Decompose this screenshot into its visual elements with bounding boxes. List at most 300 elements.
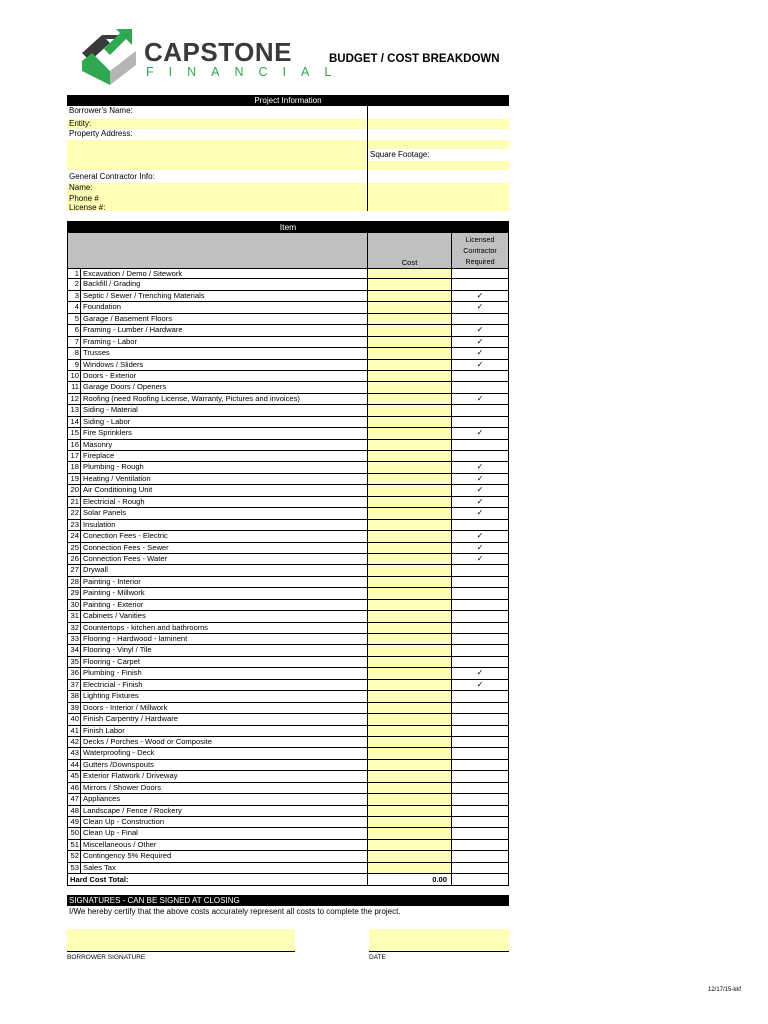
licensed-cell [451, 440, 509, 450]
licensed-cell [451, 451, 509, 461]
licensed-cell [451, 417, 509, 427]
gc-name-row [67, 183, 509, 193]
item-number: 30 [67, 600, 81, 610]
item-number: 53 [67, 863, 81, 873]
item-number: 21 [67, 497, 81, 507]
item-description: Clean Up - Construction [83, 817, 165, 826]
item-description: Painting - Exterior [83, 599, 144, 609]
licensed-cell [451, 520, 509, 530]
table-row [67, 440, 509, 451]
item-number: 4 [67, 302, 81, 312]
item-description: Electricial - Rough [83, 496, 145, 506]
licensed-cell [451, 851, 509, 861]
item-description: Heating / Ventilation [83, 473, 151, 483]
licensed-cell [451, 405, 509, 415]
date-field[interactable] [369, 929, 509, 952]
item-cost-field[interactable] [367, 806, 451, 816]
item-cost-field[interactable] [367, 726, 451, 736]
item-cost-field[interactable] [367, 462, 451, 472]
item-cost-field[interactable] [367, 520, 451, 530]
licensed-cell [451, 382, 509, 392]
item-cost-field[interactable] [367, 783, 451, 793]
item-cost-field[interactable] [367, 474, 451, 484]
table-row [67, 760, 509, 771]
item-number: 18 [67, 462, 81, 472]
borrower-name-label: Borrower's Name: [69, 106, 133, 115]
licensed-cell [451, 863, 509, 873]
item-cost-field[interactable] [367, 360, 451, 370]
item-cost-field[interactable] [367, 348, 451, 358]
licensed-cell [451, 726, 509, 736]
item-number: 8 [67, 348, 81, 358]
check-icon: ✓ [451, 508, 509, 518]
table-row [67, 714, 509, 725]
borrower-signature-label: BORROWER SIGNATURE [67, 954, 146, 961]
licensed-header-line-1: Licensed [465, 235, 495, 244]
item-cost-field[interactable] [367, 634, 451, 644]
table-row [67, 577, 509, 588]
item-cost-field[interactable] [367, 771, 451, 781]
item-cost-field[interactable] [367, 302, 451, 312]
table-row [67, 737, 509, 748]
item-number: 31 [67, 611, 81, 621]
item-heading: Item [67, 221, 509, 233]
table-row [67, 726, 509, 737]
property-address-field[interactable] [67, 140, 367, 170]
check-icon: ✓ [451, 428, 509, 438]
table-row [67, 405, 509, 416]
item-number: 42 [67, 737, 81, 747]
gc-info-row [67, 170, 509, 183]
square-footage-cell [367, 140, 509, 170]
item-cost-table [67, 221, 509, 886]
item-description: Flooring - Carpet [83, 656, 140, 666]
table-row [67, 657, 509, 668]
table-row [67, 417, 509, 428]
item-cost-field[interactable] [367, 748, 451, 758]
licensed-cell [451, 691, 509, 701]
item-cost-field[interactable] [367, 543, 451, 553]
item-cost-field[interactable] [367, 794, 451, 804]
item-number: 10 [67, 371, 81, 381]
item-description: Trusses [83, 348, 110, 358]
table-row [67, 680, 509, 691]
table-row [67, 634, 509, 645]
table-row [67, 851, 509, 862]
licensed-header-line-2: Contractor [463, 246, 497, 255]
item-table-header [67, 233, 509, 268]
licensed-header-line-3: Required [465, 257, 495, 266]
item-cost-field[interactable] [367, 314, 451, 324]
item-description: Finish Labor [83, 725, 125, 735]
licensed-cell [451, 771, 509, 781]
table-row [67, 691, 509, 702]
footer-code: 12/17/15-kkf [708, 987, 742, 993]
table-row [67, 337, 509, 348]
item-number: 6 [67, 325, 81, 335]
gc-name-extra-field[interactable] [367, 183, 509, 193]
item-cost-field[interactable] [367, 405, 451, 415]
table-row [67, 783, 509, 794]
item-description: Electricial - Finish [83, 679, 143, 689]
project-information-section [67, 95, 509, 211]
table-row [67, 394, 509, 405]
item-cost-field[interactable] [367, 611, 451, 621]
item-cost-field[interactable] [367, 657, 451, 667]
check-icon: ✓ [451, 485, 509, 495]
gc-phone-license-field[interactable] [67, 193, 367, 211]
licensed-cell [451, 588, 509, 598]
item-description: Connection Fees - Water [83, 553, 168, 563]
licensed-contractor-header [451, 233, 509, 268]
item-cost-field[interactable] [367, 485, 451, 495]
item-cost-field[interactable] [367, 577, 451, 587]
gc-phone-label: Phone # [69, 194, 99, 203]
item-number: 2 [67, 279, 81, 289]
item-description: Solar Panels [83, 508, 127, 518]
table-row [67, 382, 509, 393]
hard-cost-total-label: Hard Cost Total: [67, 874, 367, 885]
item-number: 7 [67, 337, 81, 347]
licensed-cell [451, 840, 509, 850]
item-cost-field[interactable] [367, 417, 451, 427]
item-cost-field[interactable] [367, 451, 451, 461]
check-icon: ✓ [451, 337, 509, 347]
borrower-name-row [67, 106, 509, 119]
item-number: 52 [67, 851, 81, 861]
check-icon: ✓ [451, 543, 509, 553]
item-description: Landscape / Fence / Rockery [83, 805, 182, 815]
item-cost-field[interactable] [367, 269, 451, 278]
item-number: 51 [67, 840, 81, 850]
item-description: Siding - Labor [83, 416, 131, 426]
date-label: DATE [369, 954, 386, 961]
item-cost-field[interactable] [367, 840, 451, 850]
licensed-cell [451, 577, 509, 587]
item-number: 37 [67, 680, 81, 690]
item-description: Plumbing - Finish [83, 668, 142, 678]
item-number: 28 [67, 577, 81, 587]
check-icon: ✓ [451, 554, 509, 564]
item-description: Plumbing - Rough [83, 462, 144, 472]
item-description: Painting - Interior [83, 576, 141, 586]
square-footage-field[interactable] [368, 161, 509, 170]
licensed-cell [451, 371, 509, 381]
capstone-logo-mark-icon [80, 27, 140, 87]
item-number: 32 [67, 623, 81, 633]
item-number: 25 [67, 543, 81, 553]
item-number: 3 [67, 291, 81, 301]
item-cost-field[interactable] [367, 851, 451, 861]
item-description: Contingency 5% Required [83, 851, 172, 861]
item-description: Flooring - Hardwood - laminent [83, 634, 188, 643]
licensed-cell [451, 611, 509, 621]
square-footage-label: Square Footage: [370, 150, 430, 159]
address-extra-field[interactable] [368, 140, 509, 149]
document-title: BUDGET / COST BREAKDOWN [329, 53, 500, 65]
table-row [67, 268, 509, 279]
item-number: 16 [67, 440, 81, 450]
licensed-cell [451, 565, 509, 575]
item-description: Doors - Interior / Millwork [83, 702, 168, 712]
item-number: 11 [67, 382, 81, 392]
item-description: Sales Tax [83, 862, 116, 872]
licensed-cell [451, 703, 509, 713]
table-row [67, 497, 509, 508]
item-cost-field[interactable] [367, 531, 451, 541]
item-description: Conection Fees - Electric [83, 531, 168, 541]
item-description: Appliances [83, 794, 121, 804]
table-row [67, 531, 509, 542]
licensed-cell [451, 269, 509, 278]
item-cost-field[interactable] [367, 714, 451, 724]
table-row [67, 806, 509, 817]
item-cost-field[interactable] [367, 428, 451, 438]
hard-cost-total-value: 0.00 [367, 874, 451, 885]
table-row [67, 485, 509, 496]
item-number: 40 [67, 714, 81, 724]
item-cost-field[interactable] [367, 668, 451, 678]
check-icon: ✓ [451, 531, 509, 541]
item-cost-field[interactable] [367, 828, 451, 838]
check-icon: ✓ [451, 348, 509, 358]
table-row [67, 520, 509, 531]
item-description: Excavation / Demo / Sitework [83, 269, 183, 278]
entity-extra-field[interactable] [367, 119, 509, 129]
hard-cost-total-row [67, 874, 509, 886]
item-number: 35 [67, 657, 81, 667]
item-header-cell [67, 233, 367, 268]
item-description: Cabinets / Vanities [83, 611, 146, 621]
licensed-cell [451, 623, 509, 633]
item-number: 23 [67, 520, 81, 530]
item-description: Drywall [83, 565, 108, 575]
item-description: Fireplace [83, 451, 115, 460]
table-row [67, 703, 509, 714]
item-rows [67, 268, 509, 874]
item-cost-field[interactable] [367, 371, 451, 381]
item-number: 43 [67, 748, 81, 758]
table-row [67, 668, 509, 679]
licensed-cell [451, 817, 509, 827]
project-information-heading: Project Information [67, 95, 509, 106]
table-row [67, 360, 509, 371]
borrower-signature-field[interactable] [67, 929, 295, 952]
property-address-row [67, 129, 509, 140]
item-cost-field[interactable] [367, 394, 451, 404]
item-cost-field[interactable] [367, 623, 451, 633]
item-description: Painting - Millwork [83, 588, 145, 598]
table-row [67, 771, 509, 782]
item-number: 36 [67, 668, 81, 678]
item-number: 44 [67, 760, 81, 770]
licensed-cell [451, 748, 509, 758]
item-cost-field[interactable] [367, 600, 451, 610]
item-description: Gutters /Downspouts [83, 759, 154, 769]
item-description: Garage / Basement Floors [83, 313, 173, 323]
item-description: Clean Up - Final [83, 828, 138, 838]
check-icon: ✓ [451, 680, 509, 690]
table-row [67, 565, 509, 576]
licensed-cell [451, 828, 509, 838]
borrower-name-field[interactable] [367, 106, 509, 119]
gc-info-label: General Contractor Info: [69, 172, 155, 181]
item-cost-field[interactable] [367, 680, 451, 690]
item-description: Exterior Flatwork / Driveway [83, 771, 178, 781]
table-row [67, 279, 509, 290]
item-description: Doors - Exterior [83, 370, 137, 380]
table-row [67, 291, 509, 302]
item-number: 24 [67, 531, 81, 541]
item-cost-field[interactable] [367, 554, 451, 564]
licensed-cell [451, 783, 509, 793]
item-number: 49 [67, 817, 81, 827]
item-number: 20 [67, 485, 81, 495]
table-row [67, 863, 509, 874]
item-cost-field[interactable] [367, 325, 451, 335]
licensed-cell [451, 314, 509, 324]
check-icon: ✓ [451, 497, 509, 507]
item-description: Flooring - Vinyl / Tile [83, 645, 152, 655]
signatures-heading: SIGNATURES - CAN BE SIGNED AT CLOSING [67, 895, 509, 906]
item-number: 9 [67, 360, 81, 370]
item-number: 17 [67, 451, 81, 461]
item-cost-field[interactable] [367, 760, 451, 770]
check-icon: ✓ [451, 360, 509, 370]
item-cost-field[interactable] [367, 737, 451, 747]
item-description: Finish Carpentry / Hardware [83, 714, 178, 724]
property-address-input-row [67, 140, 509, 170]
check-icon: ✓ [451, 394, 509, 404]
item-cost-field[interactable] [367, 440, 451, 450]
item-number: 1 [67, 269, 81, 278]
check-icon: ✓ [451, 291, 509, 301]
item-cost-field[interactable] [367, 863, 451, 873]
item-cost-field[interactable] [367, 565, 451, 575]
item-cost-field[interactable] [367, 645, 451, 655]
check-icon: ✓ [451, 668, 509, 678]
table-row [67, 828, 509, 839]
table-row [67, 554, 509, 565]
item-number: 50 [67, 828, 81, 838]
gc-info-blank [367, 170, 509, 183]
item-cost-field[interactable] [367, 588, 451, 598]
item-cost-field[interactable] [367, 337, 451, 347]
table-row [67, 451, 509, 462]
table-row [67, 462, 509, 473]
item-cost-field[interactable] [367, 497, 451, 507]
item-description: Fire Sprinklers [83, 428, 132, 438]
item-cost-field[interactable] [367, 691, 451, 701]
capstone-logo [80, 27, 347, 87]
item-description: Septic / Sewer / Trenching Materials [83, 290, 205, 300]
licensed-cell [451, 806, 509, 816]
item-number: 13 [67, 405, 81, 415]
licensed-cell [451, 794, 509, 804]
item-number: 15 [67, 428, 81, 438]
table-row [67, 302, 509, 313]
licensed-cell [451, 657, 509, 667]
table-row [67, 623, 509, 634]
table-row [67, 600, 509, 611]
item-cost-field[interactable] [367, 382, 451, 392]
table-row [67, 645, 509, 656]
table-row [67, 325, 509, 336]
item-description: Foundation [83, 302, 121, 312]
entity-field[interactable]: Entity: [67, 119, 367, 129]
item-cost-field[interactable] [367, 508, 451, 518]
table-row [67, 474, 509, 485]
item-number: 19 [67, 474, 81, 484]
table-row [67, 748, 509, 759]
item-number: 46 [67, 783, 81, 793]
entity-row [67, 119, 509, 129]
licensed-cell [451, 714, 509, 724]
table-row [67, 611, 509, 622]
item-description: Siding - Material [83, 405, 138, 415]
item-description: Garage Doors / Openers [83, 382, 167, 392]
item-cost-field[interactable] [367, 817, 451, 827]
item-description: Countertops - kitchen and bathrooms [83, 622, 208, 632]
gc-phone-license-row [67, 193, 509, 211]
item-number: 39 [67, 703, 81, 713]
item-description: Framing - Labor [83, 336, 138, 346]
table-row [67, 794, 509, 805]
item-description: Roofing (need Roofing License, Warranty, Pictures and invoices) [83, 393, 300, 403]
gc-name-field[interactable]: Name: [67, 183, 367, 193]
item-description: Miscellaneous / Other [83, 839, 157, 849]
item-number: 5 [67, 314, 81, 324]
item-description: Waterproofing - Deck [83, 748, 155, 758]
item-number: 41 [67, 726, 81, 736]
table-row [67, 428, 509, 439]
check-icon: ✓ [451, 325, 509, 335]
licensed-cell [451, 737, 509, 747]
item-description: Masonry [83, 439, 113, 449]
table-row [67, 348, 509, 359]
item-description: Backfill / Grading [83, 279, 141, 289]
item-number: 33 [67, 634, 81, 644]
item-description: Lighting Fixtures [83, 691, 139, 701]
item-cost-field[interactable] [367, 291, 451, 301]
check-icon: ✓ [451, 474, 509, 484]
table-row [67, 588, 509, 599]
item-number: 29 [67, 588, 81, 598]
check-icon: ✓ [451, 302, 509, 312]
property-address-blank [367, 129, 509, 140]
certification-text: I/We hereby certify that the above costs accurately represent all costs to complete the project. [69, 907, 401, 916]
item-description: Mirrors / Shower Doors [83, 782, 162, 792]
item-cost-field[interactable] [367, 279, 451, 289]
gc-phone-license-extra-field[interactable] [367, 193, 509, 211]
check-icon: ✓ [451, 462, 509, 472]
item-number: 48 [67, 806, 81, 816]
brand-subtitle: FINANCIAL [146, 65, 347, 79]
licensed-cell [451, 760, 509, 770]
item-cost-field[interactable] [367, 703, 451, 713]
item-number: 27 [67, 565, 81, 575]
licensed-cell [451, 279, 509, 289]
table-row [67, 314, 509, 325]
table-row [67, 817, 509, 828]
licensed-cell [451, 634, 509, 644]
item-description: Framing - Lumber / Hardware [83, 325, 183, 335]
table-row [67, 371, 509, 382]
item-number: 47 [67, 794, 81, 804]
item-number: 38 [67, 691, 81, 701]
item-number: 22 [67, 508, 81, 518]
item-number: 12 [67, 394, 81, 404]
